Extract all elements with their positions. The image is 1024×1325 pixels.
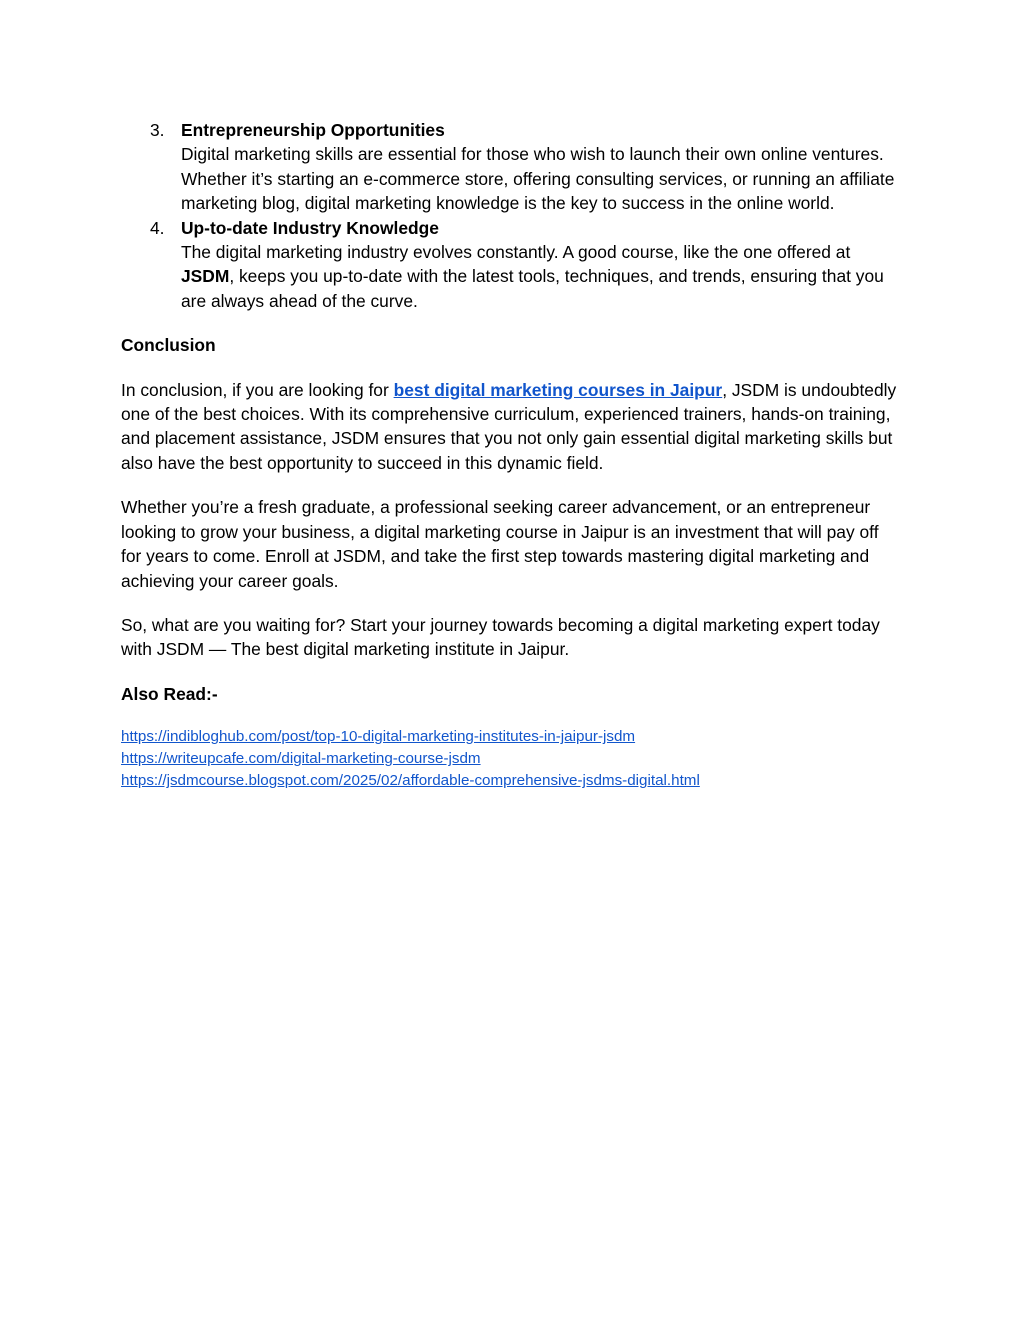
list-item-title: Up-to-date Industry Knowledge bbox=[181, 217, 439, 238]
conclusion-heading: Conclusion bbox=[121, 335, 216, 356]
conclusion-paragraph-1 bbox=[121, 378, 901, 476]
also-read-link[interactable]: https://indibloghub.com/post/top-10-digital-marketing-institutes-in-jaipur-jsdm bbox=[121, 728, 636, 746]
also-read-links bbox=[121, 726, 901, 792]
list-item-body bbox=[181, 240, 901, 313]
list-number: 4. bbox=[150, 217, 165, 238]
paragraph-text: , JSDM is undoubtedly one of the best choices. With its comprehensive curriculum, experienced trainers, hands-on training, and placement assistance, JSDM ensures that you not only gain essential digital marketing skills but also have the best opportunity to succeed in this dynamic field. bbox=[121, 379, 897, 473]
numbered-list bbox=[121, 118, 901, 313]
list-item-body: Digital marketing skills are essential for those who wish to launch their own online ventures. Whether it’s starting an e-commerce store, offering consulting services, or running an affiliate marketing blog, digital marketing knowledge is the key to success in the online world. bbox=[181, 144, 895, 214]
list-item-body-start: The digital marketing industry evolves constantly. A good course, like the one offered at bbox=[181, 242, 851, 263]
document-page bbox=[121, 118, 901, 792]
list-item-body-end: , keeps you up-to-date with the latest tools, techniques, and trends, ensuring that you are always ahead of the curve. bbox=[181, 266, 884, 311]
conclusion-paragraph-3: So, what are you waiting for? Start your journey towards becoming a digital marketing expert today with JSDM — The best digital marketing institute in Jaipur. bbox=[121, 614, 880, 660]
also-read-link[interactable]: https://writeupcafe.com/digital-marketing-course-jsdm bbox=[121, 750, 481, 768]
conclusion-paragraph-2: Whether you’re a fresh graduate, a professional seeking career advancement, or an entrepreneur looking to grow your business, a digital marketing course in Jaipur is an investment that will pay off for years to come. Enroll at JSDM, and take the first step towards mastering digital marketing and achieving your career goals. bbox=[121, 497, 879, 591]
list-item bbox=[121, 216, 901, 314]
jsdm-bold-text: JSDM bbox=[181, 266, 230, 287]
also-read-link[interactable]: https://jsdmcourse.blogspot.com/2025/02/affordable-comprehensive-jsdms-digital.html bbox=[121, 772, 700, 790]
also-read-heading: Also Read:- bbox=[121, 683, 218, 704]
courses-in-jaipur-link[interactable]: best digital marketing courses in Jaipur bbox=[393, 379, 723, 400]
list-item-title: Entrepreneurship Opportunities bbox=[181, 120, 445, 140]
list-number: 3. bbox=[150, 120, 165, 140]
list-item bbox=[121, 118, 901, 216]
paragraph-text: In conclusion, if you are looking for bbox=[121, 379, 394, 400]
